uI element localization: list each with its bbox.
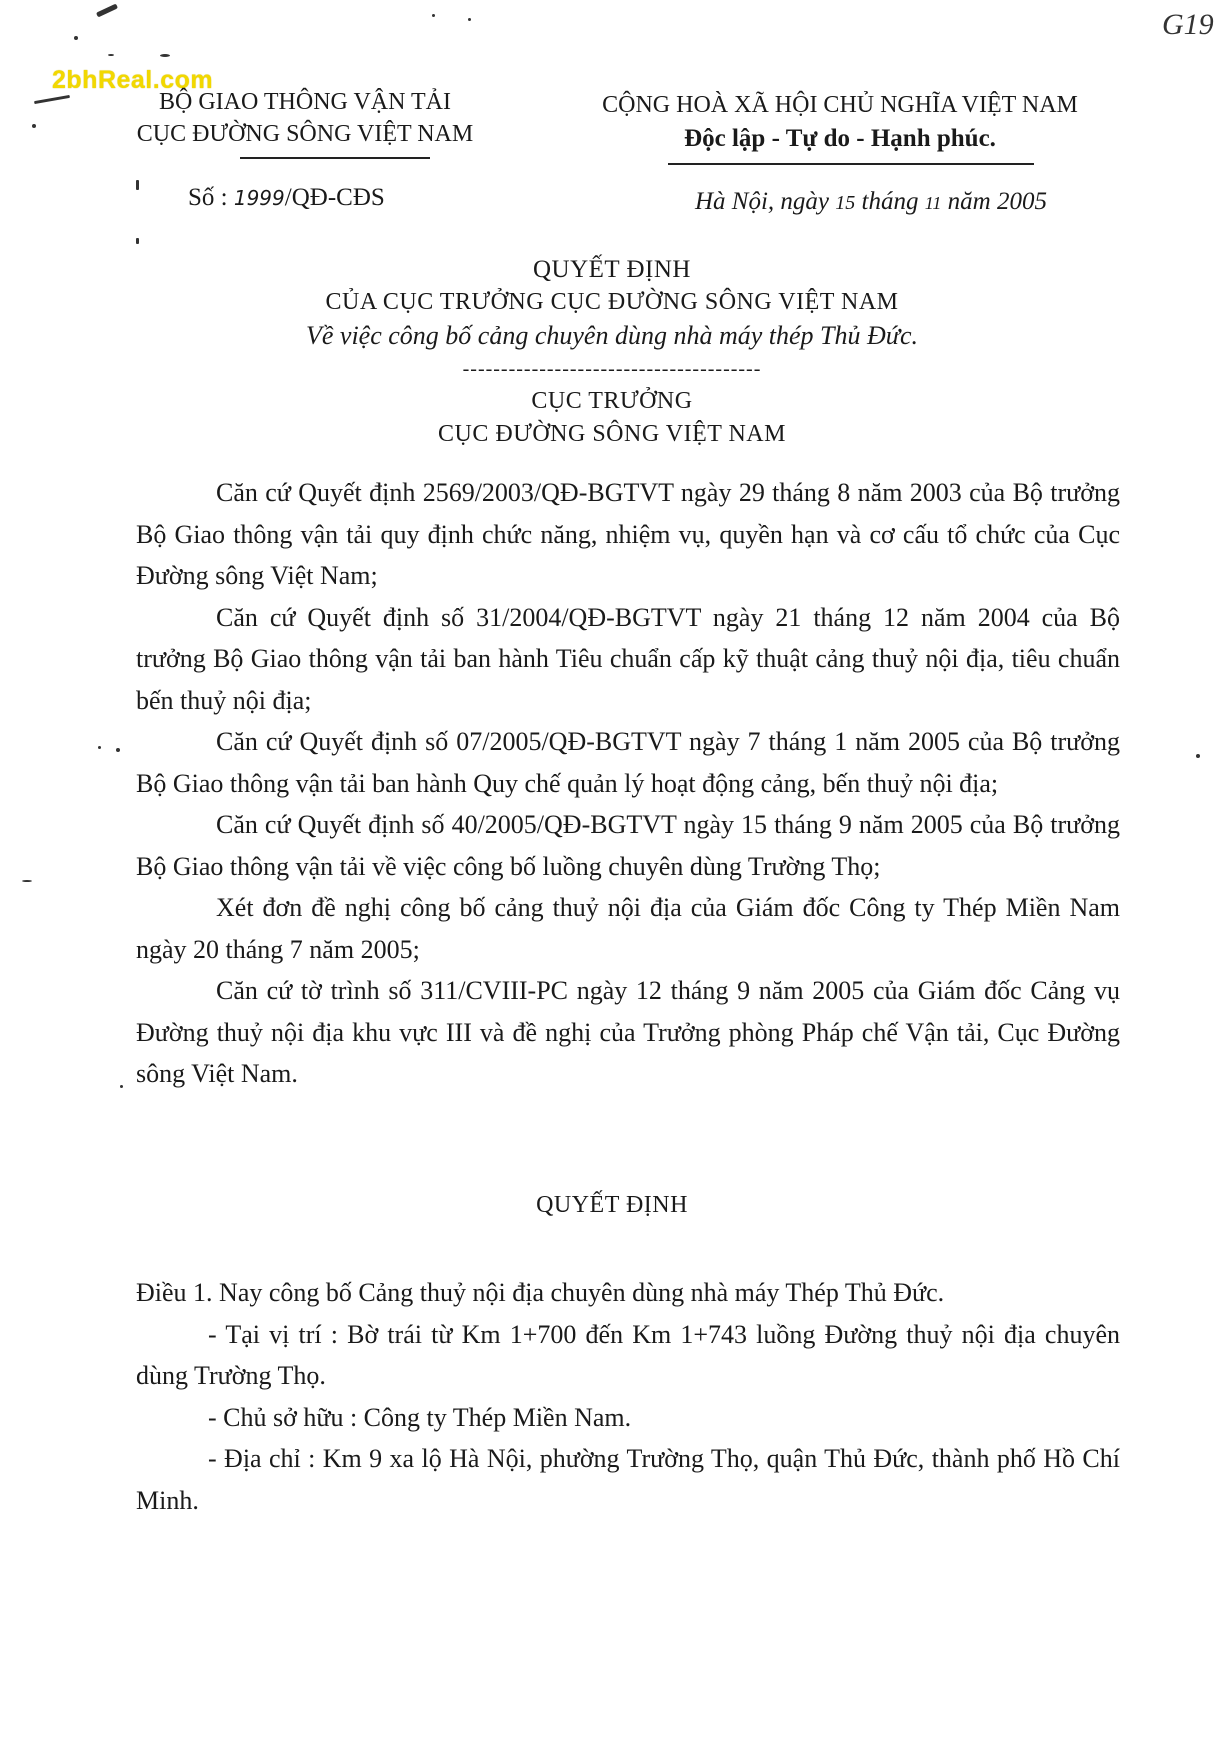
article-1-item: - Chủ sở hữu : Công ty Thép Miền Nam. (208, 1402, 632, 1432)
header-right-underline (668, 163, 1034, 165)
document-reference (188, 184, 385, 212)
scan-speck (116, 748, 120, 752)
decision-heading: QUYẾT ĐỊNH (536, 1192, 688, 1218)
article-1-item: - Địa chỉ : Km 9 xa lộ Hà Nội, phường Trường Thọ, quận Thủ Đức, thành phố Hồ Chí Minh. (136, 1444, 1120, 1515)
header-left-underline (240, 157, 430, 159)
preamble (136, 472, 1120, 1095)
date-part2: tháng (855, 188, 925, 215)
preamble-paragraph: Căn cứ tờ trình số 311/CVIII-PC ngày 12 tháng 9 năm 2005 của Giám đốc Cảng vụ Đường thuỷ nội địa khu vực III và đề nghị của Trưởng phòng Pháp chế Vận tải, Cục Đường sông Việt Nam. (136, 976, 1120, 1088)
date-day: 15 (835, 192, 856, 214)
authority-title: CỤC TRƯỞNG (531, 388, 693, 414)
article-1-intro (136, 1272, 1120, 1314)
document-date (695, 188, 1047, 216)
scan-speck (32, 124, 36, 128)
scan-speck (96, 4, 118, 18)
scan-speck (136, 180, 139, 190)
reference-suffix: /QĐ-CĐS (284, 184, 385, 211)
document-subject: Về việc công bố cảng chuyên dùng nhà máy thép Thủ Đức. (305, 321, 918, 350)
article-1 (136, 1272, 1120, 1521)
article-1-item: - Tại vị trí : Bờ trái từ Km 1+700 đến Km 1+743 luồng Đường thuỷ nội địa chuyên dùng Trường Thọ. (136, 1319, 1120, 1390)
scan-speck (74, 36, 78, 40)
scan-speck (120, 1085, 123, 1088)
scan-speck (160, 54, 170, 57)
date-part1: Hà Nội, ngày (695, 188, 836, 215)
preamble-paragraph: Căn cứ Quyết định số 31/2004/QĐ-BGTVT ngày 21 tháng 12 năm 2004 của Bộ trưởng Bộ Giao thông vận tải ban hành Tiêu chuẩn cấp kỹ thuật cảng thuỷ nội địa, tiêu chuẩn bến thuỷ nội địa; (136, 602, 1120, 715)
issuing-agency (130, 86, 480, 150)
watermark-logo: 2bhReal.com (52, 66, 214, 94)
date-part3: năm 2005 (941, 188, 1047, 215)
scan-speck (468, 18, 471, 21)
national-motto (580, 88, 1100, 156)
department-name: CỤC ĐƯỜNG SÔNG VIỆT NAM (136, 121, 474, 147)
preamble-paragraph: Căn cứ Quyết định số 40/2005/QĐ-BGTVT ngày 15 tháng 9 năm 2005 của Bộ trưởng Bộ Giao thông vận tải về việc công bố luồng chuyên dùng Trường Thọ; (136, 810, 1120, 881)
document-subtitle: CỦA CỤC TRƯỞNG CỤC ĐƯỜNG SÔNG VIỆT NAM (325, 289, 899, 315)
title-separator: --------------------------------------- (462, 358, 762, 380)
country-name: CỘNG HOÀ XÃ HỘI CHỦ NGHĨA VIỆT NAM (602, 92, 1078, 118)
page-number-mark: G19 (1162, 8, 1214, 41)
preamble-paragraph: Căn cứ Quyết định 2569/2003/QĐ-BGTVT ngày 29 tháng 8 năm 2003 của Bộ trưởng Bộ Giao thông vận tải quy định chức năng, nhiệm vụ, quyền hạn và cơ cấu tổ chức của Cục Đường sông Việt Nam; (136, 478, 1120, 590)
scan-speck (34, 95, 70, 104)
date-month: 11 (924, 193, 942, 213)
preamble-paragraph: Xét đơn đề nghị công bố cảng thuỷ nội địa của Giám đốc Công ty Thép Miền Nam ngày 20 tháng 7 năm 2005; (136, 893, 1120, 964)
scan-speck (22, 880, 32, 882)
reference-number: 1999 (233, 186, 285, 210)
document-title: QUYẾT ĐỊNH (533, 256, 691, 283)
scan-speck (432, 14, 435, 17)
article-1-text: Nay công bố Cảng thuỷ nội địa chuyên dùng nhà máy Thép Thủ Đức. (212, 1278, 945, 1307)
authority-department: CỤC ĐƯỜNG SÔNG VIỆT NAM (438, 421, 786, 447)
ministry-name: BỘ GIAO THÔNG VẬN TẢI (159, 89, 451, 115)
article-1-label: Điều 1. (136, 1278, 213, 1307)
scan-speck (108, 54, 114, 56)
scan-speck (98, 746, 101, 749)
preamble-paragraph: Căn cứ Quyết định số 07/2005/QĐ-BGTVT ngày 7 tháng 1 năm 2005 của Bộ trưởng Bộ Giao thông vận tải ban hành Quy chế quản lý hoạt động cảng, bến thuỷ nội địa; (136, 727, 1120, 798)
reference-prefix: Số : (188, 184, 234, 211)
motto: Độc lập - Tự do - Hạnh phúc. (684, 125, 996, 152)
scan-speck (136, 238, 139, 244)
scan-speck (1196, 754, 1200, 758)
